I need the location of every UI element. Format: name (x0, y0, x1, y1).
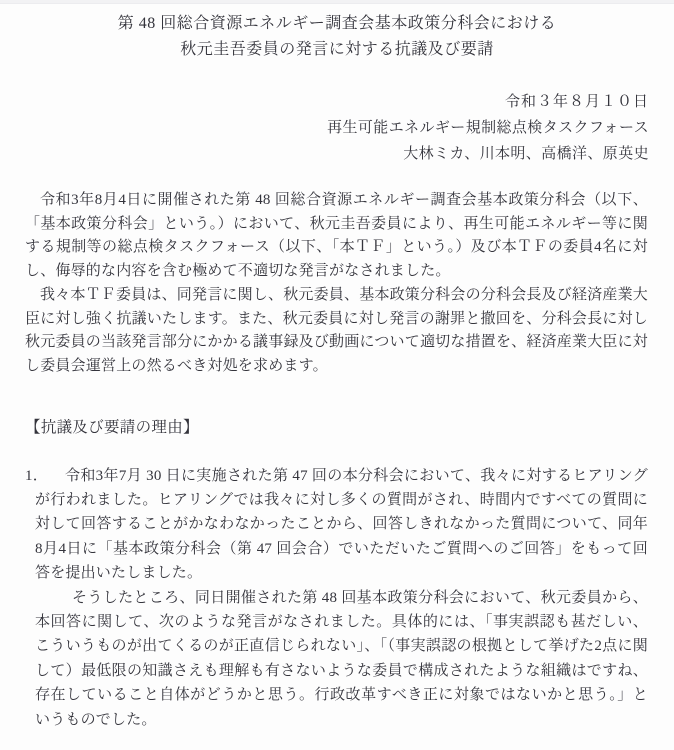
top-edge-divider (0, 0, 674, 4)
document-meta (0, 89, 674, 167)
numbered-list-item (25, 464, 648, 732)
list-item-content (35, 464, 648, 732)
document-body (25, 189, 648, 379)
sender-organization: 再生可能エネルギー規制総点検タスクフォース (327, 120, 649, 136)
body-paragraph: 令和3年8月4日に開催された第 48 回総合資源エネルギー調査会基本政策分科会（以下、「基本政策分科会」という。）において、秋元圭吾委員により、再生可能エネルギー等に関する規制等の総点検タスクフォース（以下、「本ＴＦ」という。）及び本ＴＦの委員4名に対し、侮辱的な内容を含む極めて不適切な発言がなされました。 (25, 192, 648, 280)
sender-members: 大林ミカ、川本明、高橋洋、原英史 (403, 146, 649, 162)
document-title (0, 0, 674, 63)
document-title-line-2: 秋元圭吾委員の発言に対する抗議及び要請 (180, 41, 494, 58)
list-item-number: 1． (25, 467, 48, 484)
body-paragraph: 我々本ＴＦ委員は、同発言に関し、秋元委員、基本政策分科会の分科会長及び経済産業大臣に対し強く抗議いたします。また、秋元委員に対し発言の謝罪と撤回を、分科会長に対し秋元委員の当該発言部分にかかる議事録及び動画について適切な措置を、経済産業大臣に対し委員会運営上の然るべき対処を求めます。 (25, 286, 649, 374)
document-date: 令和３年８月１０日 (504, 94, 649, 110)
section-heading-reasons: 【抗議及び要請の理由】 (25, 418, 199, 436)
list-paragraph: 令和3年7月 30 日に実施された第 47 回の本分科会において、我々に対するヒアリングが行われました。ヒアリングでは我々に対し多くの質問がされ、時間内ですべての質問に対して回答することがかなわなかったことから、回答しきれなかった質問について、同年8月4日に「基本政策分科会（第 47 回会合）でいただいたご質問へのご回答」をもって回答を提出いたしました。 (35, 467, 648, 582)
list-paragraph: そうしたところ、同日開催された第 48 回基本政策分科会において、秋元委員から、本回答に関して、次のような発言がなされました。具体的には、「事実誤認も甚だしい、こういうものが出てくるのが正直信じられない」、「（事実誤認の根拠として挙げた2点に関して）最低限の知識さえも理解も有さないような委員で構成されたような組織はですね、存在していること自体がどうかと思う。行政改革すべき正に対象ではないかと思う。」というものでした。 (35, 589, 648, 728)
document-title-line-1: 第 48 回総合資源エネルギー調査会基本政策分科会における (117, 15, 557, 32)
